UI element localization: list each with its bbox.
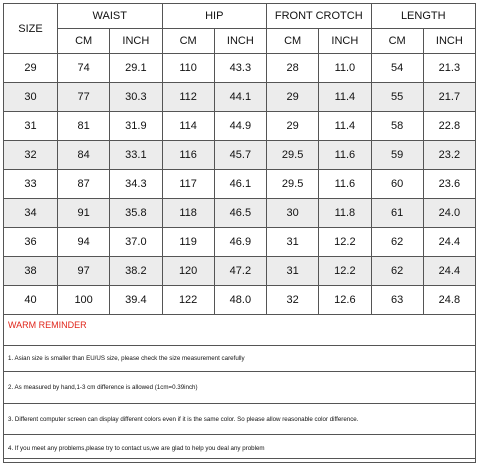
measurement-cell: 29.5	[267, 170, 319, 199]
measurement-cell: 46.1	[214, 170, 266, 199]
measurement-cell: 34.3	[110, 170, 162, 199]
measurement-cell: 32	[267, 286, 319, 315]
measurement-cell: 74	[58, 54, 110, 83]
measurement-cell: 46.9	[214, 228, 266, 257]
measurement-cell: 21.7	[423, 83, 475, 112]
measurement-cell: 24.4	[423, 257, 475, 286]
measurement-cell: 116	[162, 141, 214, 170]
size-cell: 33	[4, 170, 58, 199]
front-crotch-header: FRONT CROTCH	[267, 4, 372, 29]
measurement-cell: 31.9	[110, 112, 162, 141]
size-cell: 40	[4, 286, 58, 315]
measurement-cell: 112	[162, 83, 214, 112]
unit-header: CM	[58, 29, 110, 54]
measurement-cell: 87	[58, 170, 110, 199]
measurement-cell: 77	[58, 83, 110, 112]
measurement-cell: 11.6	[319, 170, 371, 199]
measurement-cell: 61	[371, 199, 423, 228]
size-header: SIZE	[4, 4, 58, 54]
measurement-cell: 59	[371, 141, 423, 170]
measurement-cell: 11.4	[319, 83, 371, 112]
measurement-cell: 29	[267, 112, 319, 141]
measurement-cell: 29.1	[110, 54, 162, 83]
size-cell: 30	[4, 83, 58, 112]
measurement-cell: 35.8	[110, 199, 162, 228]
measurement-cell: 122	[162, 286, 214, 315]
measurement-cell: 120	[162, 257, 214, 286]
unit-header: CM	[371, 29, 423, 54]
measurement-cell: 12.6	[319, 286, 371, 315]
length-header: LENGTH	[371, 4, 476, 29]
measurement-cell: 114	[162, 112, 214, 141]
measurement-cell: 43.3	[214, 54, 266, 83]
measurement-cell: 33.1	[110, 141, 162, 170]
size-cell: 29	[4, 54, 58, 83]
table-row	[4, 170, 476, 199]
measurement-cell: 23.6	[423, 170, 475, 199]
header-row-groups	[4, 4, 476, 29]
unit-header: INCH	[319, 29, 371, 54]
unit-header: CM	[267, 29, 319, 54]
measurement-cell: 62	[371, 257, 423, 286]
measurement-cell: 47.2	[214, 257, 266, 286]
table-row	[4, 83, 476, 112]
measurement-cell: 118	[162, 199, 214, 228]
measurement-cell: 63	[371, 286, 423, 315]
size-table-body	[4, 54, 476, 315]
measurement-cell: 12.2	[319, 228, 371, 257]
size-cell: 31	[4, 112, 58, 141]
measurement-cell: 94	[58, 228, 110, 257]
reminder-item: 2. As measured by hand,1-3 cm difference is allowed (1cm=0.39inch)	[3, 372, 476, 404]
size-cell: 38	[4, 257, 58, 286]
warm-reminder-title: WARM REMINDER	[3, 304, 476, 346]
measurement-cell: 30	[267, 199, 319, 228]
measurement-cell: 97	[58, 257, 110, 286]
measurement-cell: 38.2	[110, 257, 162, 286]
unit-header: INCH	[110, 29, 162, 54]
measurement-cell: 11.4	[319, 112, 371, 141]
measurement-cell: 84	[58, 141, 110, 170]
measurement-cell: 110	[162, 54, 214, 83]
measurement-cell: 48.0	[214, 286, 266, 315]
measurement-cell: 91	[58, 199, 110, 228]
table-row	[4, 228, 476, 257]
measurement-cell: 22.8	[423, 112, 475, 141]
measurement-cell: 30.3	[110, 83, 162, 112]
hip-header: HIP	[162, 4, 267, 29]
measurement-cell: 60	[371, 170, 423, 199]
reminder-item: 1. Asian size is smaller than EU/US size, please check the size measurement carefully	[3, 346, 476, 372]
measurement-cell: 31	[267, 228, 319, 257]
measurement-cell: 29.5	[267, 141, 319, 170]
measurement-cell: 54	[371, 54, 423, 83]
measurement-cell: 28	[267, 54, 319, 83]
measurement-cell: 45.7	[214, 141, 266, 170]
table-row	[4, 54, 476, 83]
size-chart	[3, 3, 476, 459]
reminder-item: 3. Different computer screen can display different colors even if it is the same color. So please allow reasonable color difference.	[3, 404, 476, 435]
reminder-item: 4. If you meet any problems,please try to contact us,we are glad to help you deal any problem	[3, 435, 476, 463]
measurement-cell: 62	[371, 228, 423, 257]
measurement-cell: 44.9	[214, 112, 266, 141]
table-row	[4, 112, 476, 141]
unit-header: CM	[162, 29, 214, 54]
table-row	[4, 199, 476, 228]
measurement-cell: 58	[371, 112, 423, 141]
measurement-cell: 100	[58, 286, 110, 315]
warm-reminder	[3, 304, 476, 463]
measurement-cell: 21.3	[423, 54, 475, 83]
measurement-cell: 29	[267, 83, 319, 112]
measurement-cell: 23.2	[423, 141, 475, 170]
header-row-units	[4, 29, 476, 54]
measurement-cell: 24.4	[423, 228, 475, 257]
measurement-cell: 11.0	[319, 54, 371, 83]
measurement-cell: 46.5	[214, 199, 266, 228]
measurement-cell: 117	[162, 170, 214, 199]
size-cell: 36	[4, 228, 58, 257]
measurement-cell: 24.0	[423, 199, 475, 228]
measurement-cell: 55	[371, 83, 423, 112]
size-cell: 32	[4, 141, 58, 170]
waist-header: WAIST	[58, 4, 163, 29]
unit-header: INCH	[214, 29, 266, 54]
measurement-cell: 39.4	[110, 286, 162, 315]
measurement-cell: 12.2	[319, 257, 371, 286]
table-row	[4, 257, 476, 286]
measurement-cell: 44.1	[214, 83, 266, 112]
measurement-cell: 31	[267, 257, 319, 286]
measurement-cell: 11.6	[319, 141, 371, 170]
measurement-cell: 24.8	[423, 286, 475, 315]
unit-header: INCH	[423, 29, 475, 54]
measurement-cell: 119	[162, 228, 214, 257]
measurement-cell: 11.8	[319, 199, 371, 228]
measurement-cell: 37.0	[110, 228, 162, 257]
table-row	[4, 141, 476, 170]
measurement-cell: 81	[58, 112, 110, 141]
size-table	[3, 3, 476, 315]
size-cell: 34	[4, 199, 58, 228]
